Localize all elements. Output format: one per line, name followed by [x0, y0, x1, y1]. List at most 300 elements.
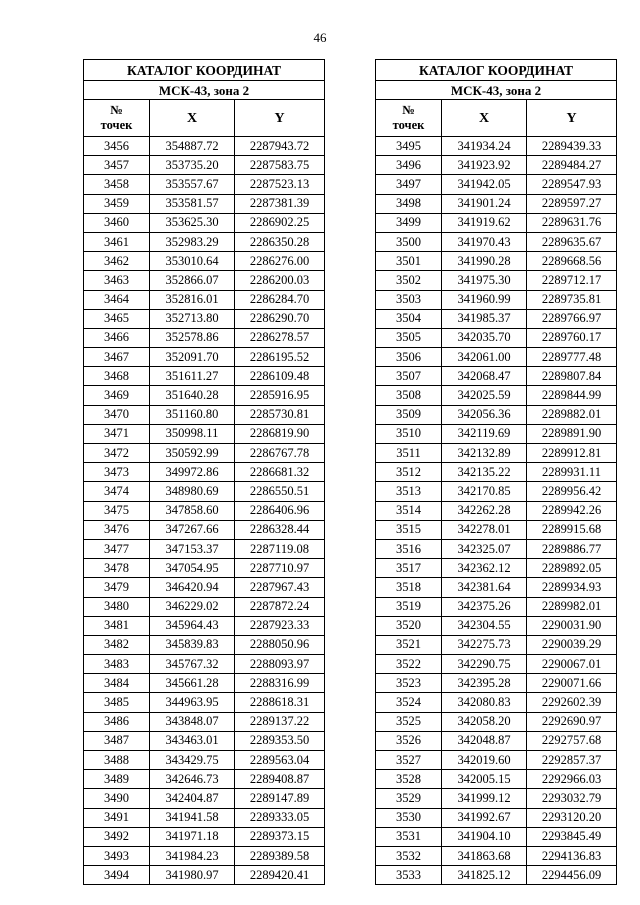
point-number-cell: 3487	[84, 731, 150, 750]
page-number: 46	[313, 30, 327, 45]
y-coordinate-cell: 2286406.96	[235, 501, 325, 520]
point-number-cell: 3500	[376, 232, 442, 251]
x-coordinate-cell: 342080.83	[442, 693, 527, 712]
y-coordinate-cell: 2289844.99	[527, 386, 617, 405]
point-number-cell: 3523	[376, 674, 442, 693]
y-coordinate-cell: 2292690.97	[527, 712, 617, 731]
table-row	[84, 808, 325, 827]
table-row	[84, 137, 325, 156]
y-coordinate-cell: 2286109.48	[235, 367, 325, 386]
y-coordinate-cell: 2293032.79	[527, 789, 617, 808]
y-coordinate-cell: 2289807.84	[527, 367, 617, 386]
table-row	[84, 348, 325, 367]
table-row	[84, 789, 325, 808]
point-number-cell: 3480	[84, 597, 150, 616]
table-row	[376, 156, 617, 175]
point-number-cell: 3460	[84, 213, 150, 232]
point-number-cell: 3520	[376, 616, 442, 635]
point-number-cell: 3473	[84, 463, 150, 482]
point-number-cell: 3518	[376, 578, 442, 597]
y-coordinate-cell: 2292966.03	[527, 770, 617, 789]
x-coordinate-cell: 341990.28	[442, 252, 527, 271]
point-number-cell: 3510	[376, 424, 442, 443]
point-number-cell: 3522	[376, 655, 442, 674]
y-coordinate-cell: 2293845.49	[527, 827, 617, 846]
y-coordinate-cell: 2289408.87	[235, 770, 325, 789]
point-number-cell: 3483	[84, 655, 150, 674]
y-coordinate-cell: 2292602.39	[527, 693, 617, 712]
table-row	[376, 309, 617, 328]
table-row	[376, 597, 617, 616]
point-number-cell: 3516	[376, 539, 442, 558]
y-coordinate-cell: 2289912.81	[527, 444, 617, 463]
table-row	[376, 731, 617, 750]
x-coordinate-cell: 342375.26	[442, 597, 527, 616]
y-coordinate-cell: 2287872.24	[235, 597, 325, 616]
table-row	[376, 789, 617, 808]
x-coordinate-cell: 352713.80	[150, 309, 235, 328]
x-coordinate-cell: 351160.80	[150, 405, 235, 424]
point-number-cell: 3456	[84, 137, 150, 156]
y-coordinate-cell: 2286767.78	[235, 444, 325, 463]
y-coordinate-cell: 2288093.97	[235, 655, 325, 674]
y-coordinate-cell: 2289668.56	[527, 252, 617, 271]
y-coordinate-cell: 2286350.28	[235, 232, 325, 251]
table-row	[84, 386, 325, 405]
x-coordinate-cell: 342019.60	[442, 751, 527, 770]
x-coordinate-cell: 352866.07	[150, 271, 235, 290]
point-number-cell: 3488	[84, 751, 150, 770]
point-number-header-line1: №	[110, 103, 123, 117]
point-number-cell: 3519	[376, 597, 442, 616]
y-coordinate-cell: 2286200.03	[235, 271, 325, 290]
table-row	[376, 635, 617, 654]
point-number-cell: 3529	[376, 789, 442, 808]
table-row	[84, 578, 325, 597]
y-coordinate-cell: 2287967.43	[235, 578, 325, 597]
x-coordinate-cell: 342005.15	[442, 770, 527, 789]
table-row	[84, 156, 325, 175]
x-coordinate-cell: 346229.02	[150, 597, 235, 616]
point-number-cell: 3482	[84, 635, 150, 654]
point-number-header-line2: точек	[392, 118, 425, 132]
y-coordinate-cell: 2289766.97	[527, 309, 617, 328]
y-coordinate-cell: 2289712.17	[527, 271, 617, 290]
point-number-cell: 3463	[84, 271, 150, 290]
table-row	[84, 309, 325, 328]
table-row	[376, 808, 617, 827]
point-number-cell: 3521	[376, 635, 442, 654]
table-row	[376, 386, 617, 405]
x-coordinate-cell: 346420.94	[150, 578, 235, 597]
point-number-cell: 3507	[376, 367, 442, 386]
y-coordinate-cell: 2289484.27	[527, 156, 617, 175]
x-coordinate-cell: 342048.87	[442, 731, 527, 750]
y-coordinate-cell: 2289420.41	[235, 866, 325, 885]
table-row	[376, 232, 617, 251]
x-coordinate-cell: 341992.67	[442, 808, 527, 827]
x-coordinate-cell: 344963.95	[150, 693, 235, 712]
x-coordinate-cell: 345839.83	[150, 635, 235, 654]
point-number-cell: 3496	[376, 156, 442, 175]
point-number-cell: 3514	[376, 501, 442, 520]
y-coordinate-cell: 2289956.42	[527, 482, 617, 501]
x-coordinate-cell: 342068.47	[442, 367, 527, 386]
y-coordinate-cell: 2287943.72	[235, 137, 325, 156]
table-row	[376, 424, 617, 443]
x-coordinate-cell: 345661.28	[150, 674, 235, 693]
table-row	[84, 328, 325, 347]
y-coordinate-cell: 2289631.76	[527, 213, 617, 232]
table-row	[376, 866, 617, 885]
table-row	[376, 271, 617, 290]
point-number-header-line1: №	[402, 103, 415, 117]
point-number-cell: 3468	[84, 367, 150, 386]
y-coordinate-cell: 2290039.29	[527, 635, 617, 654]
y-coordinate-cell: 2287583.75	[235, 156, 325, 175]
x-coordinate-cell: 350998.11	[150, 424, 235, 443]
point-number-cell: 3511	[376, 444, 442, 463]
y-coordinate-cell: 2286550.51	[235, 482, 325, 501]
table-row	[376, 693, 617, 712]
point-number-cell: 3524	[376, 693, 442, 712]
y-coordinate-cell: 2289635.67	[527, 232, 617, 251]
point-number-cell: 3464	[84, 290, 150, 309]
table-row	[376, 175, 617, 194]
point-number-cell: 3484	[84, 674, 150, 693]
table-row	[376, 348, 617, 367]
table-row	[84, 175, 325, 194]
x-coordinate-cell: 342061.00	[442, 348, 527, 367]
y-coordinate-cell: 2286819.90	[235, 424, 325, 443]
x-coordinate-cell: 353625.30	[150, 213, 235, 232]
y-coordinate-cell: 2294456.09	[527, 866, 617, 885]
point-number-cell: 3526	[376, 731, 442, 750]
point-number-cell: 3517	[376, 559, 442, 578]
point-number-header	[84, 100, 150, 137]
point-number-cell: 3491	[84, 808, 150, 827]
coordinate-catalog-table-right	[375, 59, 617, 885]
point-number-cell: 3465	[84, 309, 150, 328]
x-coordinate-cell: 341970.43	[442, 232, 527, 251]
y-coordinate-cell: 2289353.50	[235, 731, 325, 750]
y-coordinate-cell: 2294136.83	[527, 846, 617, 865]
point-number-cell: 3502	[376, 271, 442, 290]
x-coordinate-cell: 342362.12	[442, 559, 527, 578]
x-coordinate-cell: 352816.01	[150, 290, 235, 309]
x-coordinate-cell: 342058.20	[442, 712, 527, 731]
y-coordinate-cell: 2288618.31	[235, 693, 325, 712]
table-row	[84, 751, 325, 770]
table-row	[84, 252, 325, 271]
y-coordinate-cell: 2289760.17	[527, 328, 617, 347]
point-number-cell: 3525	[376, 712, 442, 731]
y-coordinate-cell: 2289547.93	[527, 175, 617, 194]
x-coordinate-cell: 341919.62	[442, 213, 527, 232]
x-coordinate-cell: 341923.92	[442, 156, 527, 175]
point-number-cell: 3501	[376, 252, 442, 271]
table-row	[376, 616, 617, 635]
table-row	[84, 770, 325, 789]
x-coordinate-cell: 342275.73	[442, 635, 527, 654]
x-coordinate-cell: 343848.07	[150, 712, 235, 731]
y-coordinate-cell: 2289597.27	[527, 194, 617, 213]
point-number-cell: 3498	[376, 194, 442, 213]
y-column-header: Y	[527, 100, 617, 137]
x-coordinate-cell: 342290.75	[442, 655, 527, 674]
table-row	[376, 655, 617, 674]
x-coordinate-cell: 347267.66	[150, 520, 235, 539]
table-row	[376, 463, 617, 482]
x-coordinate-cell: 342395.28	[442, 674, 527, 693]
y-coordinate-cell: 2286328.44	[235, 520, 325, 539]
y-coordinate-cell: 2289934.93	[527, 578, 617, 597]
point-number-cell: 3461	[84, 232, 150, 251]
x-coordinate-cell: 350592.99	[150, 444, 235, 463]
point-number-cell: 3466	[84, 328, 150, 347]
y-coordinate-cell: 2293120.20	[527, 808, 617, 827]
x-coordinate-cell: 345964.43	[150, 616, 235, 635]
y-coordinate-cell: 2289942.26	[527, 501, 617, 520]
point-number-cell: 3508	[376, 386, 442, 405]
x-coordinate-cell: 341975.30	[442, 271, 527, 290]
table-body	[376, 137, 617, 885]
point-number-cell: 3470	[84, 405, 150, 424]
x-coordinate-cell: 342646.73	[150, 770, 235, 789]
x-coordinate-cell: 342025.59	[442, 386, 527, 405]
table-row	[376, 213, 617, 232]
table-row	[376, 539, 617, 558]
table-row	[84, 444, 325, 463]
point-number-cell: 3515	[376, 520, 442, 539]
point-number-cell: 3493	[84, 846, 150, 865]
table-row	[84, 271, 325, 290]
point-number-cell: 3503	[376, 290, 442, 309]
y-coordinate-cell: 2287710.97	[235, 559, 325, 578]
point-number-cell: 3475	[84, 501, 150, 520]
point-number-cell: 3506	[376, 348, 442, 367]
table-row	[376, 520, 617, 539]
table-zone: МСК-43, зона 2	[376, 81, 617, 100]
point-number-cell: 3495	[376, 137, 442, 156]
table-row	[84, 463, 325, 482]
y-coordinate-cell: 2289735.81	[527, 290, 617, 309]
table-title: КАТАЛОГ КООРДИНАТ	[376, 60, 617, 81]
x-coordinate-cell: 342262.28	[442, 501, 527, 520]
point-number-cell: 3489	[84, 770, 150, 789]
table-row	[376, 559, 617, 578]
x-coordinate-cell: 349972.86	[150, 463, 235, 482]
x-coordinate-cell: 343463.01	[150, 731, 235, 750]
table-row	[84, 424, 325, 443]
x-coordinate-cell: 341863.68	[442, 846, 527, 865]
y-coordinate-cell: 2286276.00	[235, 252, 325, 271]
y-column-header: Y	[235, 100, 325, 137]
x-coordinate-cell: 342035.70	[442, 328, 527, 347]
point-number-cell: 3497	[376, 175, 442, 194]
point-number-cell: 3499	[376, 213, 442, 232]
y-coordinate-cell: 2285916.95	[235, 386, 325, 405]
x-coordinate-cell: 341941.58	[150, 808, 235, 827]
y-coordinate-cell: 2289892.05	[527, 559, 617, 578]
table-body	[84, 137, 325, 885]
point-number-cell: 3513	[376, 482, 442, 501]
point-number-cell: 3469	[84, 386, 150, 405]
y-coordinate-cell: 2285730.81	[235, 405, 325, 424]
coordinate-catalog-table-left	[83, 59, 325, 885]
y-coordinate-cell: 2289982.01	[527, 597, 617, 616]
table-row	[84, 539, 325, 558]
x-coordinate-cell: 342056.36	[442, 405, 527, 424]
y-coordinate-cell: 2287381.39	[235, 194, 325, 213]
table-row	[84, 674, 325, 693]
point-number-cell: 3494	[84, 866, 150, 885]
table-row	[376, 674, 617, 693]
point-number-cell: 3528	[376, 770, 442, 789]
x-coordinate-cell: 352091.70	[150, 348, 235, 367]
table-row	[84, 616, 325, 635]
x-coordinate-cell: 347054.95	[150, 559, 235, 578]
point-number-cell: 3471	[84, 424, 150, 443]
point-number-cell: 3490	[84, 789, 150, 808]
point-number-cell: 3458	[84, 175, 150, 194]
table-row	[84, 290, 325, 309]
point-number-cell: 3504	[376, 309, 442, 328]
y-coordinate-cell: 2286195.52	[235, 348, 325, 367]
table-row	[376, 137, 617, 156]
table-row	[376, 328, 617, 347]
table-row	[376, 444, 617, 463]
table-row	[84, 232, 325, 251]
point-number-cell: 3486	[84, 712, 150, 731]
x-coordinate-cell: 341984.23	[150, 846, 235, 865]
x-coordinate-cell: 342132.89	[442, 444, 527, 463]
x-coordinate-cell: 341960.99	[442, 290, 527, 309]
y-coordinate-cell: 2289439.33	[527, 137, 617, 156]
table-row	[376, 770, 617, 789]
table-row	[376, 501, 617, 520]
y-coordinate-cell: 2289147.89	[235, 789, 325, 808]
table-row	[84, 846, 325, 865]
point-number-cell: 3505	[376, 328, 442, 347]
x-coordinate-cell: 351611.27	[150, 367, 235, 386]
x-coordinate-cell: 341825.12	[442, 866, 527, 885]
y-coordinate-cell: 2286681.32	[235, 463, 325, 482]
x-coordinate-cell: 353557.67	[150, 175, 235, 194]
x-coordinate-cell: 342404.87	[150, 789, 235, 808]
table-row	[84, 693, 325, 712]
table-row	[376, 712, 617, 731]
x-coordinate-cell: 342381.64	[442, 578, 527, 597]
point-number-cell: 3467	[84, 348, 150, 367]
y-coordinate-cell: 2288316.99	[235, 674, 325, 693]
table-zone: МСК-43, зона 2	[84, 81, 325, 100]
table-row	[376, 751, 617, 770]
point-number-cell: 3485	[84, 693, 150, 712]
y-coordinate-cell: 2287119.08	[235, 539, 325, 558]
y-coordinate-cell: 2290071.66	[527, 674, 617, 693]
x-coordinate-cell: 342119.69	[442, 424, 527, 443]
y-coordinate-cell: 2287523.13	[235, 175, 325, 194]
table-row	[376, 578, 617, 597]
x-coordinate-cell: 341904.10	[442, 827, 527, 846]
y-coordinate-cell: 2290031.90	[527, 616, 617, 635]
table-row	[84, 213, 325, 232]
table-row	[84, 712, 325, 731]
x-coordinate-cell: 341934.24	[442, 137, 527, 156]
table-row	[376, 405, 617, 424]
y-coordinate-cell: 2292857.37	[527, 751, 617, 770]
x-coordinate-cell: 342325.07	[442, 539, 527, 558]
point-number-cell: 3472	[84, 444, 150, 463]
x-coordinate-cell: 347858.60	[150, 501, 235, 520]
x-coordinate-cell: 341942.05	[442, 175, 527, 194]
x-coordinate-cell: 347153.37	[150, 539, 235, 558]
table-row	[376, 367, 617, 386]
table-row	[376, 482, 617, 501]
x-coordinate-cell: 352983.29	[150, 232, 235, 251]
table-row	[84, 501, 325, 520]
y-coordinate-cell: 2289137.22	[235, 712, 325, 731]
point-number-cell: 3531	[376, 827, 442, 846]
x-coordinate-cell: 342135.22	[442, 463, 527, 482]
y-coordinate-cell: 2289333.05	[235, 808, 325, 827]
y-coordinate-cell: 2288050.96	[235, 635, 325, 654]
table-title: КАТАЛОГ КООРДИНАТ	[84, 60, 325, 81]
point-number-cell: 3532	[376, 846, 442, 865]
x-column-header: X	[150, 100, 235, 137]
y-coordinate-cell: 2289882.01	[527, 405, 617, 424]
point-number-header-line2: точек	[100, 118, 133, 132]
x-coordinate-cell: 354887.72	[150, 137, 235, 156]
table-row	[376, 846, 617, 865]
x-coordinate-cell: 348980.69	[150, 482, 235, 501]
point-number-cell: 3533	[376, 866, 442, 885]
x-coordinate-cell: 343429.75	[150, 751, 235, 770]
point-number-cell: 3474	[84, 482, 150, 501]
point-number-cell: 3512	[376, 463, 442, 482]
table-row	[376, 252, 617, 271]
table-row	[84, 482, 325, 501]
table-row	[84, 827, 325, 846]
y-coordinate-cell: 2289886.77	[527, 539, 617, 558]
x-coordinate-cell: 353010.64	[150, 252, 235, 271]
table-row	[376, 827, 617, 846]
y-coordinate-cell: 2289915.68	[527, 520, 617, 539]
y-coordinate-cell: 2286290.70	[235, 309, 325, 328]
y-coordinate-cell: 2290067.01	[527, 655, 617, 674]
x-coordinate-cell: 342170.85	[442, 482, 527, 501]
point-number-cell: 3477	[84, 539, 150, 558]
y-coordinate-cell: 2287923.33	[235, 616, 325, 635]
table-row	[84, 405, 325, 424]
x-coordinate-cell: 353735.20	[150, 156, 235, 175]
y-coordinate-cell: 2292757.68	[527, 731, 617, 750]
point-number-cell: 3462	[84, 252, 150, 271]
point-number-cell: 3527	[376, 751, 442, 770]
y-coordinate-cell: 2289373.15	[235, 827, 325, 846]
x-column-header: X	[442, 100, 527, 137]
table-row	[376, 290, 617, 309]
x-coordinate-cell: 342278.01	[442, 520, 527, 539]
point-number-cell: 3530	[376, 808, 442, 827]
point-number-cell: 3492	[84, 827, 150, 846]
point-number-cell: 3459	[84, 194, 150, 213]
table-row	[84, 635, 325, 654]
point-number-cell: 3476	[84, 520, 150, 539]
y-coordinate-cell: 2289563.04	[235, 751, 325, 770]
table-row	[84, 597, 325, 616]
